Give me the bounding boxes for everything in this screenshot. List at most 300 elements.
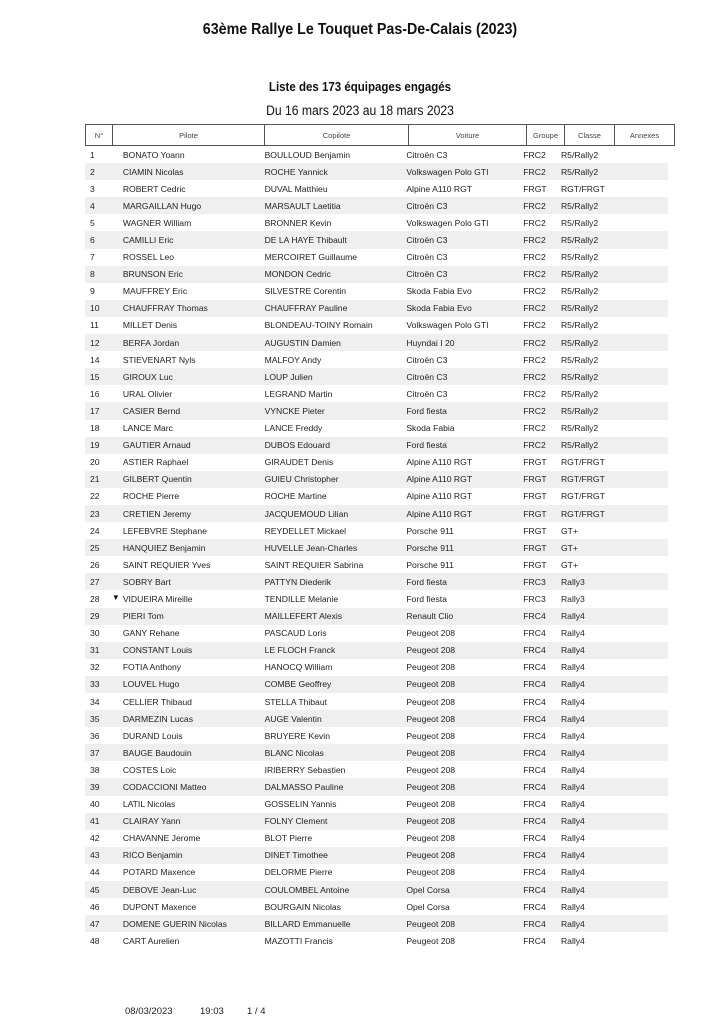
cell-groupe (522, 355, 560, 365)
cell-number-text: 8 (90, 269, 95, 280)
cell-groupe-text: FRC4 (523, 833, 546, 844)
cell-classe (560, 235, 610, 245)
cell-voiture (405, 235, 522, 245)
cell-classe-text: Rally4 (560, 662, 585, 673)
table-row (85, 197, 668, 214)
cell-copilote (263, 423, 406, 433)
cell-groupe-text: FRC2 (523, 337, 546, 348)
cell-number (85, 320, 112, 330)
cell-voiture-text: Ford fiesta (406, 440, 447, 451)
cell-number (85, 902, 112, 912)
cell-number-text: 34 (90, 696, 100, 707)
cell-voiture (405, 509, 522, 519)
cell-groupe (522, 628, 560, 638)
cell-copilote-text: DINET Timothee (264, 850, 328, 861)
cell-voiture (405, 474, 522, 484)
table-row (85, 283, 668, 300)
cell-classe-text: R5/Rally2 (560, 405, 599, 416)
cell-copilote (263, 714, 406, 724)
cell-voiture (405, 662, 522, 672)
cell-classe (560, 850, 610, 860)
cell-copilote (263, 235, 406, 245)
table-row (85, 214, 668, 231)
cell-voiture-text: Citroën C3 (406, 354, 448, 365)
cell-pilote-text: LATIL Nicolas (122, 799, 176, 810)
cell-voiture (405, 440, 522, 450)
cell-classe-text: RGT/FRGT (560, 491, 605, 502)
cell-number (85, 662, 112, 672)
cell-pilote (112, 509, 263, 519)
cell-copilote-text: BRUYERE Kevin (264, 730, 330, 741)
cell-copilote-text: DALMASSO Pauline (264, 782, 344, 793)
cell-classe-text: RGT/FRGT (560, 457, 605, 468)
cell-pilote (112, 782, 263, 792)
cell-copilote (263, 885, 406, 895)
table-row (85, 659, 668, 676)
cell-voiture (405, 611, 522, 621)
cell-pilote (112, 423, 263, 433)
cell-groupe (522, 218, 560, 228)
cell-classe (560, 662, 610, 672)
cell-pilote (112, 543, 263, 553)
cell-classe (560, 885, 610, 895)
cell-groupe (522, 372, 560, 382)
cell-groupe-text: FRC4 (523, 730, 546, 741)
table-row (85, 351, 668, 368)
cell-number (85, 560, 112, 570)
cell-copilote-text: BOULLOUD Benjamin (264, 149, 351, 160)
table-row (85, 727, 668, 744)
cell-voiture-text: Citroën C3 (406, 149, 448, 160)
cell-voiture (405, 457, 522, 467)
cell-groupe-text: FRC4 (523, 645, 546, 656)
cell-classe (560, 748, 610, 758)
cell-copilote (263, 611, 406, 621)
table-row (85, 266, 668, 283)
cell-pilote (112, 167, 263, 177)
cell-voiture-text: Peugeot 208 (406, 833, 456, 844)
cell-number-text: 28 (90, 593, 100, 604)
cell-number (85, 184, 112, 194)
cell-number-text: 40 (90, 799, 100, 810)
cell-voiture-text: Opel Corsa (406, 884, 450, 895)
cell-classe-text: Rally4 (560, 901, 585, 912)
cell-copilote (263, 867, 406, 877)
cell-number (85, 440, 112, 450)
cell-number (85, 697, 112, 707)
cell-voiture (405, 184, 522, 194)
cell-copilote (263, 850, 406, 860)
cell-voiture-text: Citroën C3 (406, 269, 448, 280)
cell-pilote-text: CASIER Bernd (122, 405, 181, 416)
table-row (85, 898, 668, 915)
cell-voiture (405, 577, 522, 587)
cell-voiture-text: Alpine A110 RGT (406, 457, 473, 468)
table-row (85, 676, 668, 693)
cell-pilote-text: GAUTIER Arnaud (122, 440, 191, 451)
table-row (85, 163, 668, 180)
cell-groupe (522, 885, 560, 895)
cell-pilote-text: ROSSEL Leo (122, 252, 175, 263)
cell-classe-text: R5/Rally2 (560, 320, 599, 331)
cell-classe (560, 303, 610, 313)
cell-copilote (263, 577, 406, 587)
cell-groupe (522, 252, 560, 262)
cell-classe (560, 919, 610, 929)
cell-voiture (405, 782, 522, 792)
cell-number (85, 150, 112, 160)
cell-classe-text: R5/Rally2 (560, 217, 599, 228)
cell-pilote (112, 201, 263, 211)
table-row (85, 796, 668, 813)
cell-copilote (263, 816, 406, 826)
cell-number-text: 5 (90, 217, 95, 228)
cell-copilote (263, 509, 406, 519)
cell-classe (560, 679, 610, 689)
cell-groupe (522, 526, 560, 536)
cell-pilote (112, 303, 263, 313)
cell-copilote-text: COMBE Geoffrey (264, 679, 332, 690)
cell-number-text: 6 (90, 235, 95, 246)
table-row (85, 813, 668, 830)
cell-number-text: 25 (90, 542, 100, 553)
cell-pilote-text: LEFEBVRE Stephane (122, 525, 207, 536)
cell-copilote-text: GIRAUDET Denis (264, 457, 334, 468)
table-row (85, 385, 668, 402)
cell-pilote-text: ROBERT Cedric (122, 183, 186, 194)
cell-groupe-text: FRC3 (523, 593, 546, 604)
cell-number (85, 782, 112, 792)
cell-classe (560, 150, 610, 160)
table-row (85, 231, 668, 248)
cell-classe (560, 269, 610, 279)
cell-voiture (405, 731, 522, 741)
cell-copilote-text: LANCE Freddy (264, 423, 323, 434)
table-row (85, 180, 668, 197)
cell-voiture (405, 303, 522, 313)
cell-pilote (112, 919, 263, 929)
cell-classe (560, 184, 610, 194)
cell-classe (560, 833, 610, 843)
cell-classe-text: Rally4 (560, 918, 585, 929)
cell-voiture-text: Peugeot 208 (406, 816, 456, 827)
cell-number-text: 46 (90, 901, 100, 912)
cell-copilote (263, 303, 406, 313)
cell-copilote (263, 543, 406, 553)
cell-number-text: 1 (90, 149, 95, 160)
table-row (85, 522, 668, 539)
cell-voiture (405, 423, 522, 433)
cell-pilote-text: DURAND Louis (122, 730, 183, 741)
cell-classe-text: Rally4 (560, 833, 585, 844)
cell-groupe-text: FRGT (523, 542, 547, 553)
cell-copilote-text: JACQUEMOUD Lilian (264, 508, 349, 519)
cell-number (85, 167, 112, 177)
cell-copilote (263, 902, 406, 912)
cell-pilote-text: CHAUFFRAY Thomas (122, 303, 208, 314)
cell-voiture (405, 286, 522, 296)
cell-number-text: 2 (90, 166, 95, 177)
cell-groupe-text: FRC4 (523, 679, 546, 690)
cell-classe (560, 372, 610, 382)
cell-groupe-text: FRC2 (523, 149, 546, 160)
cell-number (85, 235, 112, 245)
cell-groupe (522, 611, 560, 621)
table-row (85, 420, 668, 437)
cell-voiture-text: Porsche 911 (406, 542, 454, 553)
cell-copilote (263, 526, 406, 536)
cell-number-text: 20 (90, 457, 100, 468)
cell-classe (560, 714, 610, 724)
cell-classe (560, 799, 610, 809)
cell-voiture (405, 697, 522, 707)
cell-pilote-text: ASTIER Raphael (122, 457, 189, 468)
cell-number (85, 338, 112, 348)
cell-classe-text: Rally4 (560, 696, 585, 707)
table-row (85, 249, 668, 266)
cell-voiture-text: Volkswagen Polo GTI (406, 320, 489, 331)
cell-classe (560, 645, 610, 655)
cell-number (85, 850, 112, 860)
cell-copilote (263, 184, 406, 194)
cell-copilote-text: VYNCKE Pieter (264, 405, 325, 416)
cell-pilote-text: CONSTANT Louis (122, 645, 193, 656)
cell-number (85, 765, 112, 775)
cell-pilote-text: GANY Rehane (122, 628, 180, 639)
cell-voiture (405, 320, 522, 330)
cell-classe (560, 731, 610, 741)
cell-number-text: 30 (90, 628, 100, 639)
cell-voiture-text: Ford fiesta (406, 593, 447, 604)
cell-pilote-text: WAGNER William (122, 217, 192, 228)
cell-number-text: 43 (90, 850, 100, 861)
cell-voiture-text: Porsche 911 (406, 559, 454, 570)
cell-copilote-text: HANOCQ William (264, 662, 333, 673)
cell-pilote (112, 679, 263, 689)
cell-number-text: 10 (90, 303, 100, 314)
cell-groupe (522, 799, 560, 809)
table-row (85, 334, 668, 351)
table-row (85, 693, 668, 710)
cell-number-text: 19 (90, 440, 100, 451)
table-row (85, 437, 668, 454)
header-voiture: Voiture (409, 125, 527, 145)
cell-groupe-text: FRC4 (523, 901, 546, 912)
cell-number-text: 4 (90, 200, 95, 211)
cell-pilote (112, 611, 263, 621)
cell-groupe (522, 406, 560, 416)
cell-voiture (405, 833, 522, 843)
cell-copilote-text: AUGUSTIN Damien (264, 337, 341, 348)
table-row (85, 146, 668, 163)
cell-voiture (405, 543, 522, 553)
table-row (85, 471, 668, 488)
cell-classe (560, 611, 610, 621)
cell-number (85, 303, 112, 313)
cell-number-text: 42 (90, 833, 100, 844)
cell-pilote (112, 748, 263, 758)
cell-copilote (263, 731, 406, 741)
cell-classe-text: R5/Rally2 (560, 337, 599, 348)
cell-classe-text: R5/Rally2 (560, 440, 599, 451)
cell-voiture (405, 389, 522, 399)
cell-number (85, 816, 112, 826)
cell-copilote-text: MARSAULT Laetitia (264, 200, 341, 211)
header-annexes: Annexes (629, 130, 660, 140)
cell-copilote-text: LEGRAND Martin (264, 388, 333, 399)
cell-number-text: 16 (90, 388, 100, 399)
cell-pilote-text: LANCE Marc (122, 423, 173, 434)
cell-classe-text: Rally4 (560, 867, 585, 878)
cell-groupe-text: FRGT (523, 457, 547, 468)
cell-classe-text: Rally4 (560, 799, 585, 810)
cell-voiture (405, 406, 522, 416)
cell-groupe (522, 560, 560, 570)
cell-classe-text: Rally4 (560, 747, 585, 758)
table-row (85, 830, 668, 847)
cell-copilote (263, 765, 406, 775)
cell-classe-text: Rally4 (560, 611, 585, 622)
table-row (85, 761, 668, 778)
cell-copilote-text: LOUP Julien (264, 371, 313, 382)
cell-pilote (112, 816, 263, 826)
cell-groupe-text: FRC4 (523, 884, 546, 895)
cell-number-text: 24 (90, 525, 100, 536)
cell-pilote (112, 526, 263, 536)
cell-groupe-text: FRC2 (523, 166, 546, 177)
header-pilote: Pilote (113, 125, 265, 145)
cell-number-text: 47 (90, 918, 100, 929)
cell-copilote (263, 645, 406, 655)
cell-groupe-text: FRC4 (523, 850, 546, 861)
cell-number (85, 867, 112, 877)
cell-groupe (522, 765, 560, 775)
cell-groupe-text: FRC2 (523, 354, 546, 365)
footer-time: 19:03 (200, 1006, 224, 1017)
cell-voiture (405, 799, 522, 809)
cell-voiture-text: Skoda Fabia (406, 423, 455, 434)
cell-copilote (263, 355, 406, 365)
cell-pilote-text: CELLIER Thibaud (122, 696, 192, 707)
cell-copilote (263, 406, 406, 416)
cell-classe (560, 338, 610, 348)
cell-pilote-text: BRUNSON Eric (122, 269, 183, 280)
cell-number-text: 15 (90, 371, 100, 382)
cell-copilote (263, 936, 406, 946)
cell-voiture-text: Alpine A110 RGT (406, 491, 473, 502)
cell-groupe (522, 440, 560, 450)
cell-groupe-text: FRC4 (523, 867, 546, 878)
cell-number-text: 14 (90, 354, 100, 365)
cell-pilote-text: CRETIEN Jeremy (122, 508, 192, 519)
cell-pilote-text: MARGAILLAN Hugo (122, 200, 202, 211)
cell-classe-text: R5/Rally2 (560, 303, 599, 314)
cell-classe-text: Rally4 (560, 730, 585, 741)
cell-copilote (263, 679, 406, 689)
cell-classe-text: GT+ (560, 559, 578, 570)
cell-pilote (112, 628, 263, 638)
cell-groupe-text: FRC4 (523, 764, 546, 775)
cell-pilote-text: RICO Benjamin (122, 850, 183, 861)
cell-copilote-text: LE FLOCH Franck (264, 645, 336, 656)
cell-pilote (112, 457, 263, 467)
cell-copilote (263, 491, 406, 501)
cell-copilote-text: COULOMBEL Antoine (264, 884, 350, 895)
cell-pilote-text: HANQUIEZ Benjamin (122, 542, 206, 553)
cell-groupe (522, 902, 560, 912)
cell-pilote-text: CHAVANNE Jerome (122, 833, 201, 844)
cell-pilote (112, 338, 263, 348)
cell-pilote-text: GILBERT Quentin (122, 474, 192, 485)
cell-number (85, 269, 112, 279)
table-row (85, 864, 668, 881)
cell-classe-text: Rally4 (560, 713, 585, 724)
cell-groupe (522, 491, 560, 501)
cell-pilote (112, 936, 263, 946)
cell-copilote (263, 286, 406, 296)
table-row (85, 317, 668, 334)
cell-number (85, 748, 112, 758)
cell-pilote (112, 850, 263, 860)
cell-classe (560, 389, 610, 399)
cell-voiture (405, 867, 522, 877)
cell-classe (560, 628, 610, 638)
cell-voiture (405, 560, 522, 570)
cell-voiture-text: Peugeot 208 (406, 696, 456, 707)
cell-pilote-text: DEBOVE Jean-Luc (122, 884, 197, 895)
cell-voiture (405, 936, 522, 946)
cell-pilote (112, 714, 263, 724)
cell-voiture-text: Citroën C3 (406, 371, 448, 382)
cell-copilote-text: PASCAUD Loris (264, 628, 327, 639)
cell-copilote (263, 782, 406, 792)
cell-groupe (522, 919, 560, 929)
cell-copilote (263, 338, 406, 348)
cell-number (85, 457, 112, 467)
cell-pilote-text: URAL Olivier (122, 388, 173, 399)
cell-number-text: 39 (90, 782, 100, 793)
cell-groupe-text: FRGT (523, 474, 547, 485)
table-header (85, 124, 675, 146)
cell-voiture (405, 150, 522, 160)
cell-voiture (405, 919, 522, 929)
cell-copilote-text: DELORME Pierre (264, 867, 333, 878)
cell-pilote (112, 355, 263, 365)
cell-pilote (112, 594, 263, 604)
cell-number-text: 44 (90, 867, 100, 878)
cell-classe-text: RGT/FRGT (560, 474, 605, 485)
cell-copilote-text: PATTYN Diederik (264, 576, 332, 587)
cell-classe-text: Rally3 (560, 593, 585, 604)
cell-groupe (522, 577, 560, 587)
cell-classe (560, 423, 610, 433)
cell-voiture-text: Peugeot 208 (406, 679, 456, 690)
cell-classe-text: Rally4 (560, 782, 585, 793)
cell-groupe (522, 509, 560, 519)
cell-copilote (263, 440, 406, 450)
date-range: Du 16 mars 2023 au 18 mars 2023 (266, 103, 454, 118)
cell-groupe-text: FRC2 (523, 200, 546, 211)
cell-classe-text: Rally4 (560, 645, 585, 656)
cell-groupe (522, 150, 560, 160)
cell-groupe (522, 338, 560, 348)
cell-pilote (112, 440, 263, 450)
cell-pilote-text: STIEVENART Nyls (122, 354, 196, 365)
cell-number (85, 252, 112, 262)
cell-classe-text: Rally4 (560, 628, 585, 639)
cell-copilote-text: CHAUFFRAY Pauline (264, 303, 348, 314)
cell-voiture-text: Peugeot 208 (406, 799, 456, 810)
